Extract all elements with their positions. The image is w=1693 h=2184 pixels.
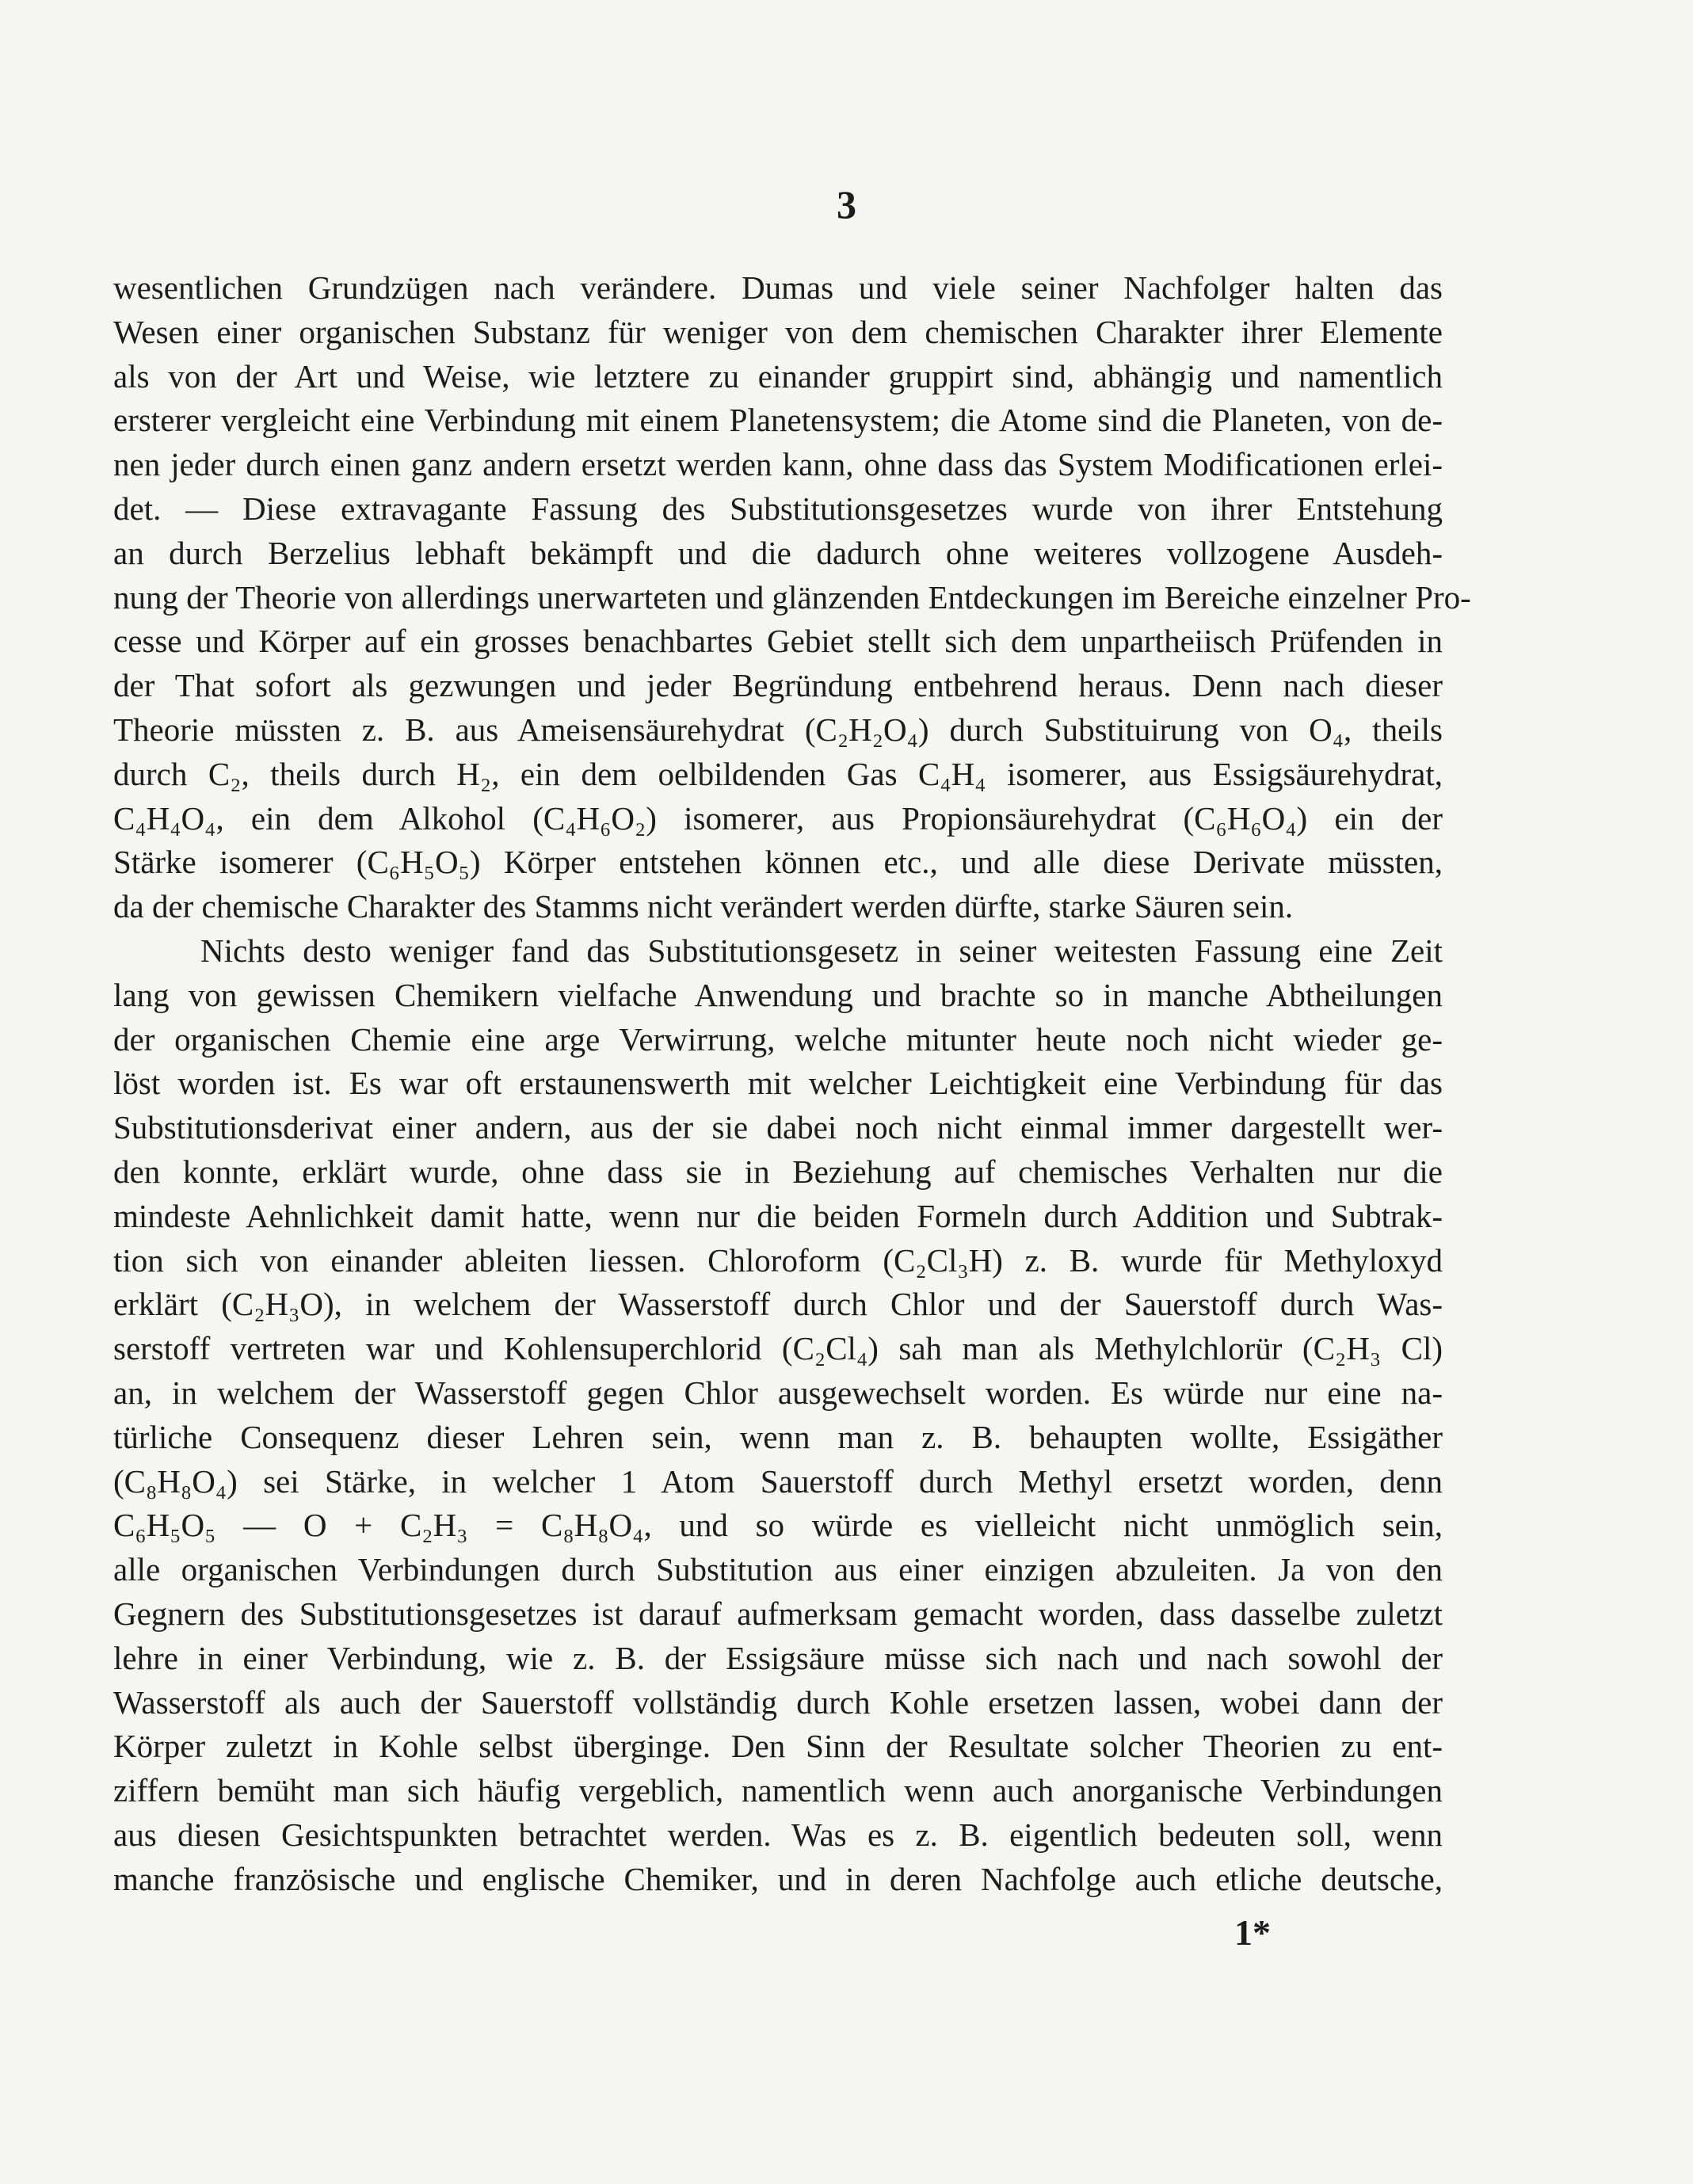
text-line: nen jeder durch einen ganz andern ersetzt werden kann, ohne dass das System Modificationen erlei- (113, 446, 1443, 483)
text-line: nung der Theorie von allerdings unerwarteten und glänzenden Entdeckungen im Bereiche einzelner Pro- (113, 578, 1471, 616)
text-line: Stärke isomerer (C₆H₅O₅) Körper entstehen können etc., und alle diese Derivate müssten, (113, 844, 1443, 881)
text-line: löst worden ist. Es war oft erstaunenswerth mit welcher Leichtigkeit eine Verbindung für das (113, 1065, 1443, 1102)
text-line: mindeste Aehnlichkeit damit hatte, wenn nur die beiden Formeln durch Addition und Subtrak- (113, 1197, 1443, 1234)
text-line: Wesen einer organischen Substanz für weniger von dem chemischen Charakter ihrer Elemente (113, 313, 1443, 350)
page-number: 3 (837, 182, 856, 227)
text-line: an, in welchem der Wasserstoff gegen Chlor ausgewechselt worden. Es würde nur eine na- (113, 1374, 1443, 1411)
text-line: als von der Art und Weise, wie letztere zu einander gruppirt sind, abhängig und namentlich (113, 357, 1443, 394)
body-text (113, 266, 1471, 1901)
text-line: durch C₂, theils durch H₂, ein dem oelbildenden Gas C₄H₄ isomerer, aus Essigsäurehydrat, (113, 755, 1443, 792)
text-line: Wasserstoff als auch der Sauerstoff vollständig durch Kohle ersetzen lassen, wobei dann der (113, 1683, 1443, 1721)
text-line: Körper zuletzt in Kohle selbst überginge. Den Sinn der Resultate solcher Theorien zu ent- (113, 1728, 1443, 1765)
text-line: alle organischen Verbindungen durch Substitution aus einer einzigen abzuleiten. Ja von den (113, 1551, 1443, 1588)
text-line: C₆H₅O₅ — O + C₂H₃ = C₈H₈O₄, und so würde es vielleicht nicht unmöglich sein, (113, 1507, 1443, 1544)
text-line: lang von gewissen Chemikern vielfache Anwendung und brachte so in manche Abtheilungen (113, 976, 1443, 1013)
text-line: (C₈H₈O₄) sei Stärke, in welcher 1 Atom Sauerstoff durch Methyl ersetzt worden, denn (113, 1462, 1443, 1500)
text-line: Nichts desto weniger fand das Substitutionsgesetz in seiner weitesten Fassung eine Zeit (200, 932, 1443, 969)
text-line: det. — Diese extravagante Fassung des Substitutionsgesetzes wurde von ihrer Entstehung (113, 490, 1443, 527)
text-line: ziffern bemüht man sich häufig vergeblich, namentlich wenn auch anorganische Verbindungen (113, 1772, 1443, 1809)
text-line: wesentlichen Grundzügen nach verändere. Dumas und viele seiner Nachfolger halten das (113, 269, 1443, 306)
text-line: der That sofort als gezwungen und jeder Begründung entbehrend heraus. Denn nach dieser (113, 667, 1443, 704)
text-line: da der chemische Charakter des Stamms nicht verändert werden dürfte, starke Säuren sein. (113, 888, 1294, 925)
signature-mark: 1* (1234, 1912, 1271, 1953)
text-line: serstoff vertreten war und Kohlensuperchlorid (C₂Cl₄) sah man als Methylchlorür (C₂H₃ Cl) (113, 1330, 1443, 1367)
text-line: Theorie müssten z. B. aus Ameisensäurehydrat (C₂H₂O₄) durch Substituirung von O₄, theils (113, 711, 1443, 748)
text-line: erklärt (C₂H₃O), in welchem der Wasserstoff durch Chlor und der Sauerstoff durch Was- (113, 1286, 1443, 1323)
text-line: Gegnern des Substitutionsgesetzes ist darauf aufmerksam gemacht worden, dass dasselbe zuletzt (113, 1595, 1443, 1632)
text-line: ersterer vergleicht eine Verbindung mit einem Planetensystem; die Atome sind die Planeten, von de- (113, 402, 1443, 439)
text-line: aus diesen Gesichtspunkten betrachtet werden. Was es z. B. eigentlich bedeuten soll, wenn (113, 1816, 1443, 1853)
text-line: den konnte, erklärt wurde, ohne dass sie in Beziehung auf chemisches Verhalten nur die (113, 1153, 1443, 1190)
text-line: C₄H₄O₄, ein dem Alkohol (C₄H₆O₂) isomerer, aus Propionsäurehydrat (C₆H₆O₄) ein der (113, 799, 1443, 837)
text-line: an durch Berzelius lebhaft bekämpft und die dadurch ohne weiteres vollzogene Ausdeh- (113, 534, 1443, 571)
text-line: Substitutionsderivat einer andern, aus der sie dabei noch nicht einmal immer dargestellt wer- (113, 1109, 1443, 1146)
text-line: lehre in einer Verbindung, wie z. B. der Essigsäure müsse sich nach und nach sowohl der (113, 1639, 1443, 1676)
text-line: der organischen Chemie eine arge Verwirrung, welche mitunter heute noch nicht wieder ge- (113, 1020, 1443, 1058)
text-line: cesse und Körper auf ein grosses benachbartes Gebiet stellt sich dem unpartheiisch Prüfenden in (113, 623, 1443, 660)
text-line: manche französische und englische Chemiker, und in deren Nachfolge auch etliche deutsche, (113, 1860, 1443, 1897)
text-line: tion sich von einander ableiten liessen. Chloroform (C₂Cl₃H) z. B. wurde für Methyloxyd (113, 1241, 1443, 1279)
text-line: türliche Consequenz dieser Lehren sein, wenn man z. B. behaupten wollte, Essigäther (113, 1418, 1443, 1455)
